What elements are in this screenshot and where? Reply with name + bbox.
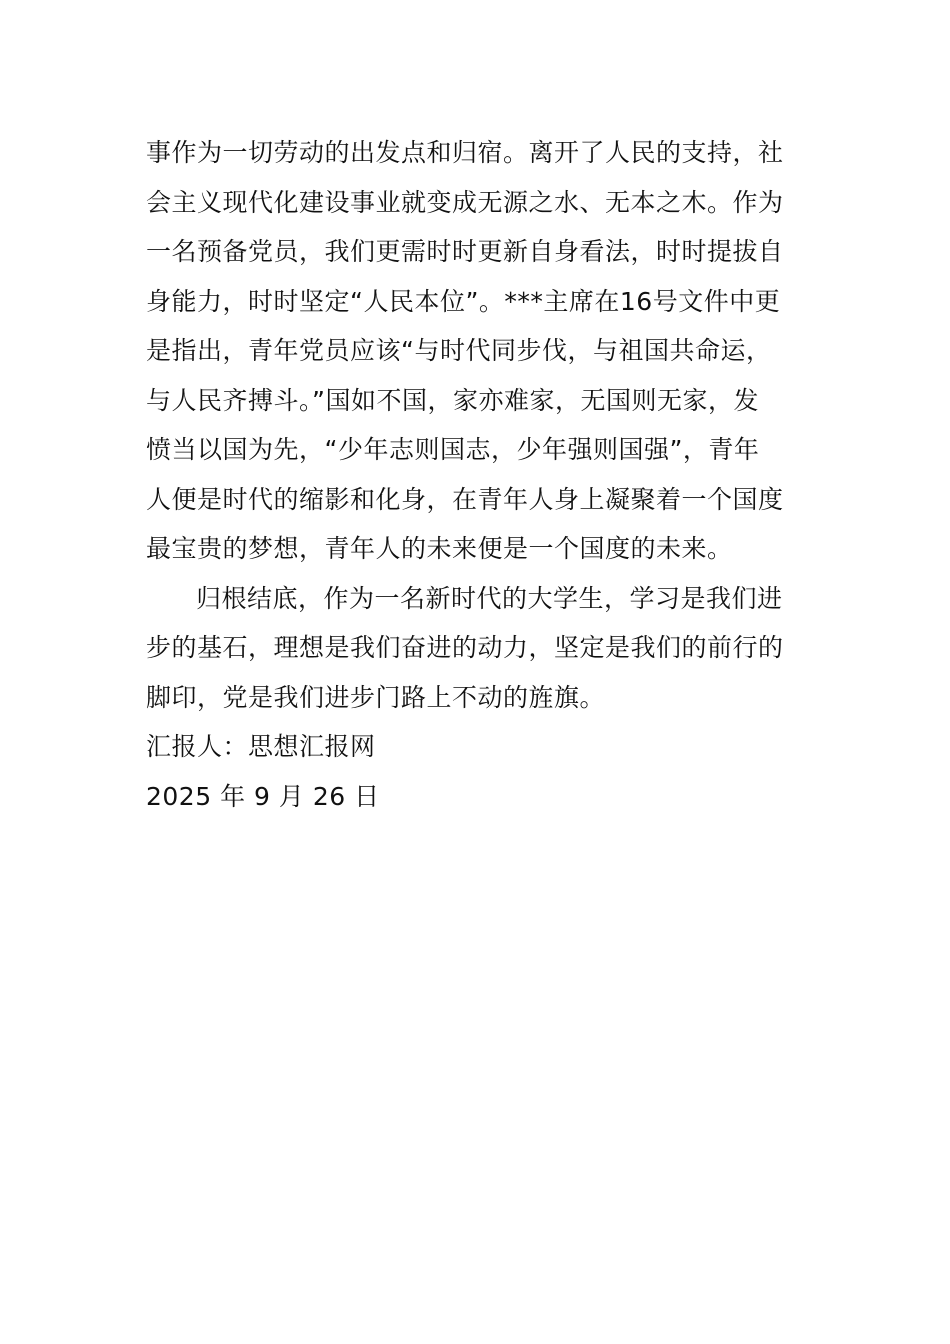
paragraph-2-line-1: 归根结底，作为一名新时代的大学生，学习是我们进 bbox=[196, 583, 783, 613]
paragraph-2-line-3: 脚印，党是我们进步门路上不动的旌旗。 bbox=[146, 682, 606, 712]
paragraph-1-line-8: 人便是时代的缩影和化身，在青年人身上凝聚着一个国度 bbox=[146, 484, 784, 514]
paragraph-1-line-5: 是指出，青年党员应该“与时代同步伐，与祖国共命运， bbox=[146, 336, 772, 365]
report-date: 2025 年 9 月 26 日 bbox=[146, 781, 380, 811]
paragraph-1-line-4: 身能力，时时坚定“人民本位”。***主席在16号文件中更 bbox=[146, 286, 781, 316]
reporter-signature: 汇报人：思想汇报网 bbox=[146, 732, 376, 761]
paragraph-1-line-1: 事作为一切劳动的出发点和归宿。离开了人民的支持，社 bbox=[146, 138, 784, 167]
paragraph-1-line-9: 最宝贵的梦想，青年人的未来便是一个国度的未来。 bbox=[146, 534, 733, 563]
document-body bbox=[146, 128, 810, 821]
paragraph-1-line-6: 与人民齐搏斗。”国如不国，家亦难家，无国则无家，发 bbox=[146, 385, 759, 415]
paragraph-2-line-2: 步的基石，理想是我们奋进的动力，坚定是我们的前行的 bbox=[146, 633, 784, 662]
paragraph-1-line-2: 会主义现代化建设事业就变成无源之水、无本之木。作为 bbox=[146, 187, 784, 217]
paragraph-1-line-3: 一名预备党员，我们更需时时更新自身看法，时时提拔自 bbox=[146, 237, 784, 266]
paragraph-1-line-7: 愤当以国为先，“少年志则国志，少年强则国强”，青年 bbox=[146, 435, 760, 464]
